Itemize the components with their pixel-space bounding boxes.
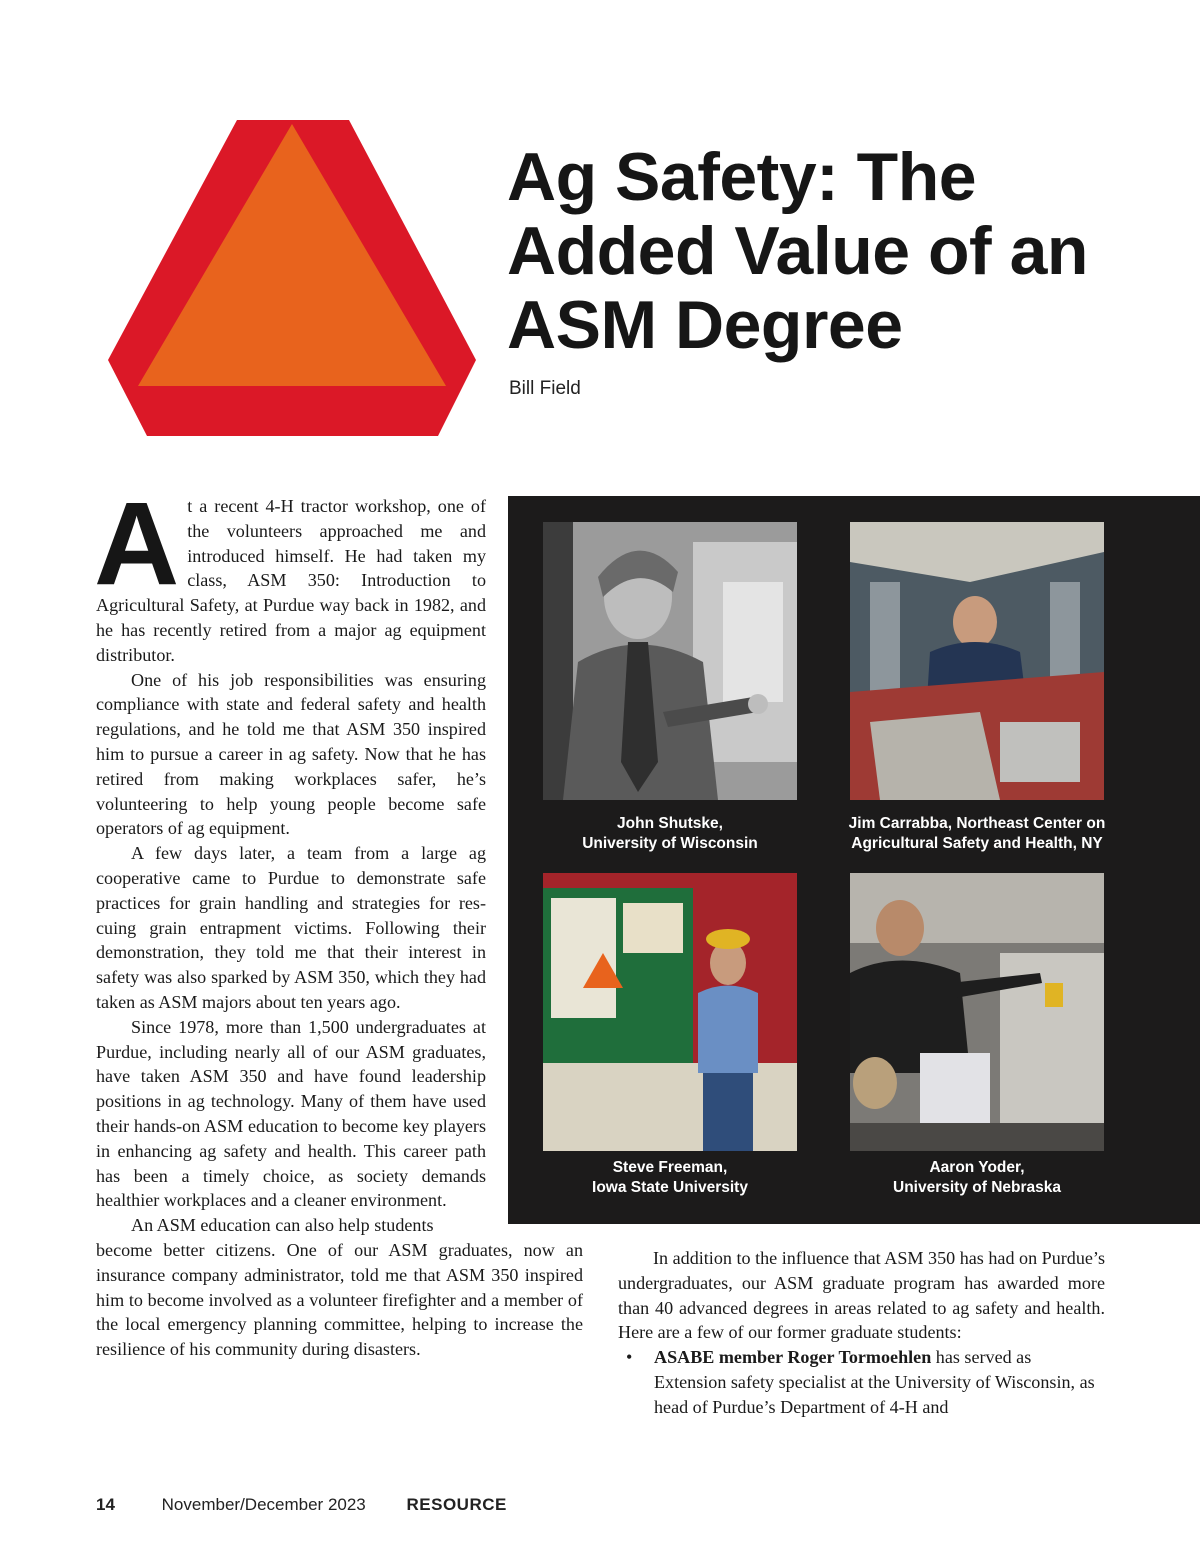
photo-panel	[508, 496, 1200, 1224]
bullet-bold-lead: ASABE member Roger Tormoehlen	[654, 1347, 932, 1368]
caption-affiliation: Iowa State University	[592, 1179, 748, 1196]
paragraph-1-text: t a recent 4-H tractor workshop, one of the volunteers approached me and introduced himself. He had taken my class, ASM 350: Introduction to Agricultural Safety, at Purdue way back in 1982, and he has recently retired from a major ag equipment distributor.	[96, 496, 486, 665]
caption-name: Steve Freeman,	[612, 1159, 728, 1176]
photo-steve-freeman	[543, 873, 797, 1151]
article-title: Ag Safety: The Added Value of an ASM Degree	[507, 139, 1088, 363]
paragraph-5-continued	[96, 1238, 583, 1362]
paragraph-3: A few days later, a team from a large ag cooperative came to Purdue to demonstrate safe practices for grain handling and strategies for rescuing grain entrapment victims. Following their demonstration, they told me that their interest in safety was also sparked by ASM 350, which they had taken as ASM majors about ten years ago.	[96, 843, 486, 1012]
paragraph-2: One of his job responsibilities was ensuring compliance with state and federal safety and health regulations, and he told me that ASM 350 inspired him to pursue a career in ag safety. Now that he has retired from making workplaces safer, he’s volunteering to help young people become safe operators of ag equipment.	[96, 669, 486, 839]
paragraph-4: Since 1978, more than 1,500 undergraduates at Purdue, including nearly all of our ASM graduates, have taken ASM 350 and have found leadership positions in ag technology. Many of them have used their hands-on ASM education to become key players in enhancing ag safety and health. This career path has been a timely choice, as society demands healthier workplaces and a cleaner environment.	[96, 1016, 486, 1211]
magazine-name: RESOURCE	[406, 1495, 507, 1514]
page-footer	[96, 1495, 507, 1515]
caption-name: Aaron Yoder,	[929, 1159, 1025, 1176]
body-left-column	[94, 478, 486, 1238]
bullet-text: has served as Extension safety specialist at the University of Wisconsin, as head of Purdue’s Department of 4-H and	[654, 1347, 1095, 1417]
caption-jim-carrabba	[817, 814, 1137, 854]
slow-moving-vehicle-emblem	[104, 116, 482, 438]
caption-john-shutske	[510, 814, 830, 854]
caption-affiliation: University of Nebraska	[893, 1179, 1061, 1196]
paragraph-6: In addition to the influence that ASM 350 has had on Purdue’s undergraduates, our ASM graduate program has awarded more than 40 advanced degrees in areas related to ag safety and health. Here are a few of our former graduate students:	[618, 1248, 1105, 1343]
caption-name: John Shutske,	[617, 815, 723, 832]
caption-affiliation: University of Wisconsin	[582, 835, 758, 852]
paragraph-5-text: become better citizens. One of our ASM graduates, now an insurance company administrator, told me that ASM 350 inspired him to become involved as a volunteer firefighter and a member of the local emergency planning committee, helping to increase the resilience of his community during disasters.	[96, 1240, 583, 1360]
drop-cap: A	[94, 478, 180, 610]
body-right-column	[618, 1246, 1105, 1420]
photo-john-shutske	[543, 522, 797, 800]
issue-date: November/December 2023	[161, 1495, 366, 1514]
photo-jim-carrabba	[850, 522, 1104, 800]
author-byline: Bill Field	[509, 378, 581, 399]
page-number: 14	[96, 1495, 115, 1514]
caption-affiliation: Agricultural Safety and Health, NY	[851, 835, 1103, 852]
bullet-marker: •	[626, 1347, 633, 1368]
paragraph-5-start: An ASM education can also help students	[131, 1215, 434, 1236]
bullet-item-1	[618, 1345, 1105, 1419]
paragraph-1	[94, 478, 486, 668]
photo-aaron-yoder	[850, 873, 1104, 1151]
caption-name: Jim Carrabba, Northeast Center on	[848, 815, 1106, 832]
caption-steve-freeman	[510, 1158, 830, 1198]
caption-aaron-yoder	[817, 1158, 1137, 1198]
